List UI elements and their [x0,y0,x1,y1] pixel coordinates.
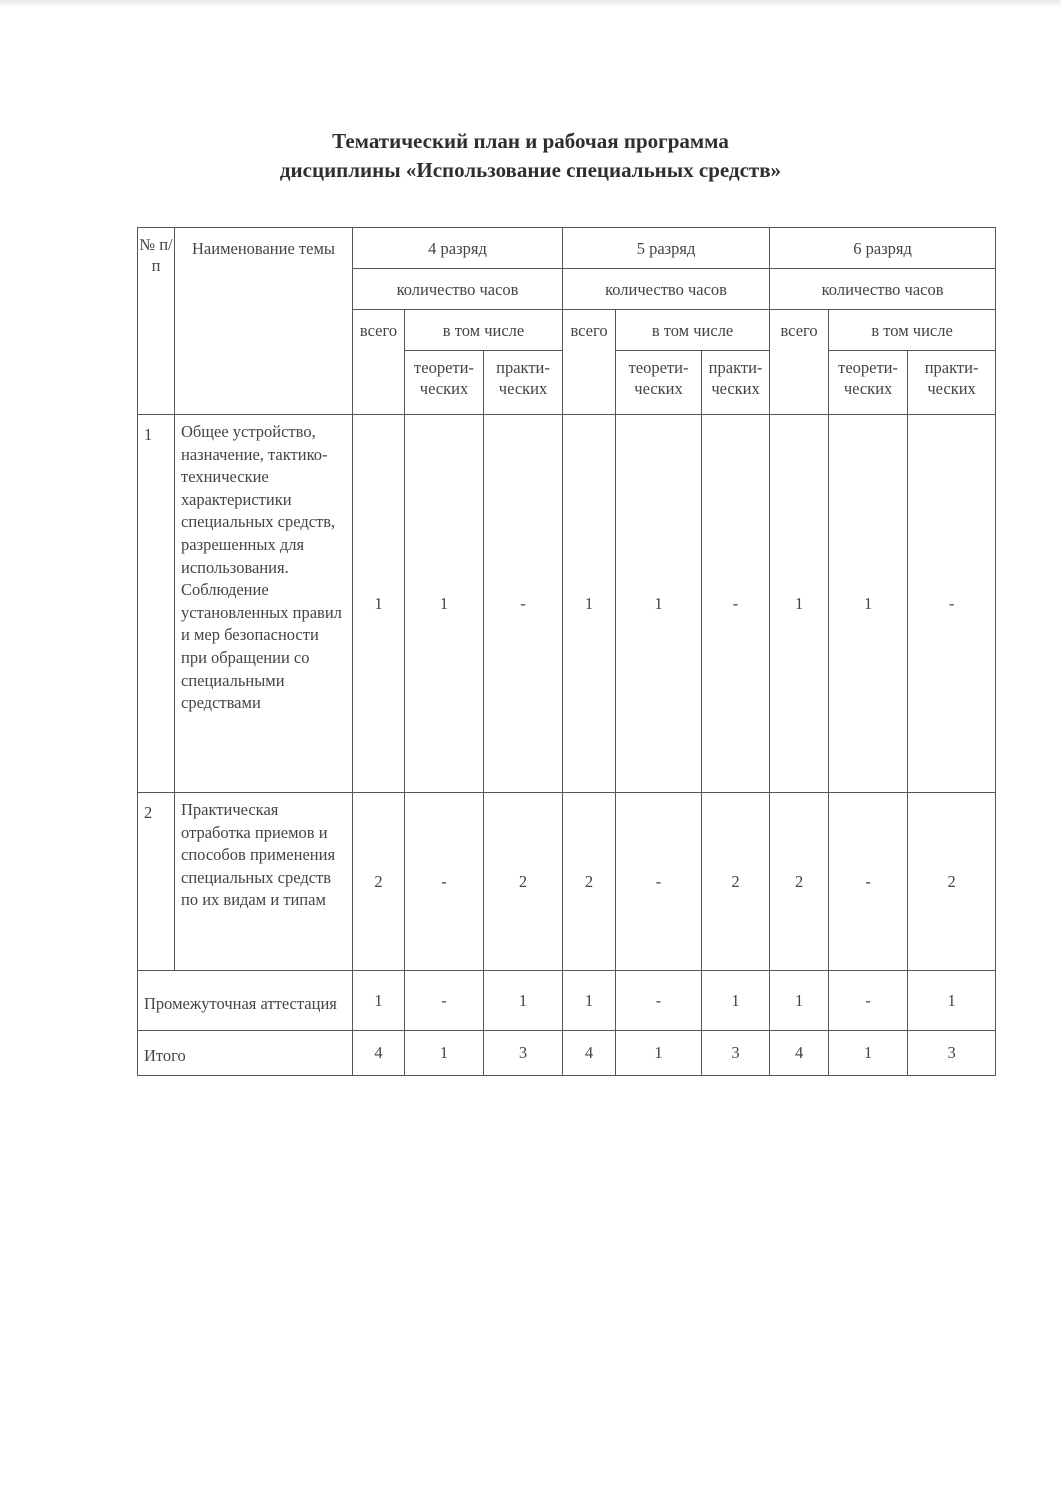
value-cell: 2 [770,793,829,971]
header-group-5: 5 разряд [563,228,770,269]
header-topic-name: Наименование темы [175,228,353,415]
header-hours: количество часов [353,269,563,310]
header-practice: практи-ческих [484,351,563,415]
value-cell: 1 [405,1031,484,1076]
row-label: Итого [138,1031,353,1076]
header-hours: количество часов [770,269,996,310]
value-cell: 1 [616,1031,702,1076]
value-cell: 2 [484,793,563,971]
header-including: в том числе [405,310,563,351]
table-row [138,415,996,793]
value-cell: 3 [484,1031,563,1076]
header-including: в том числе [616,310,770,351]
value-cell: 1 [770,971,829,1031]
topic-name: Практическая отработка приемов и способов применения специальных средств по их видам и типам [175,793,353,971]
value-cell: - [405,793,484,971]
value-cell: 1 [353,415,405,793]
header-theory: теорети-ческих [829,351,908,415]
header-total: всего [770,310,829,415]
value-cell: 2 [563,793,616,971]
row-num: 1 [138,415,175,793]
header-total: всего [563,310,616,415]
row-label: Промежуточная аттестация [138,971,353,1031]
value-cell: - [405,971,484,1031]
header-num: № п/п [138,228,175,415]
header-including: в том числе [829,310,996,351]
value-cell: 1 [563,415,616,793]
value-cell: 3 [908,1031,996,1076]
value-cell: - [908,415,996,793]
table-row [138,1031,996,1076]
value-cell: 4 [770,1031,829,1076]
value-cell: 2 [702,793,770,971]
table-row [138,971,996,1031]
value-cell: 1 [702,971,770,1031]
value-cell: 1 [484,971,563,1031]
title-line-2: дисциплины «Использование специальных средств» [279,158,782,182]
value-cell: 1 [405,415,484,793]
header-theory: теорети-ческих [405,351,484,415]
value-cell: 1 [353,971,405,1031]
row-num: 2 [138,793,175,971]
value-cell: - [702,415,770,793]
value-cell: 1 [829,415,908,793]
scan-edge [0,0,1061,8]
header-theory: теорети-ческих [616,351,702,415]
value-cell: 1 [829,1031,908,1076]
title-line-1: Тематический план и рабочая программа [332,129,729,153]
value-cell: 1 [563,971,616,1031]
value-cell: 3 [702,1031,770,1076]
header-group-4: 4 разряд [353,228,563,269]
header-group-6: 6 разряд [770,228,996,269]
document-title [0,127,1061,185]
header-practice: практи-ческих [908,351,996,415]
value-cell: - [829,971,908,1031]
value-cell: 4 [563,1031,616,1076]
value-cell: 2 [908,793,996,971]
header-hours: количество часов [563,269,770,310]
thematic-plan-table [137,227,996,1076]
value-cell: - [829,793,908,971]
value-cell: - [616,971,702,1031]
value-cell: 2 [353,793,405,971]
topic-name: Общее устройство, назначение, тактико-технические характеристики специальных средств, разрешенных для использования. Соблюдение установленных правил и мер безопасности при обращении со специальными средствами [175,415,353,793]
value-cell: 4 [353,1031,405,1076]
table-row [138,793,996,971]
value-cell: 1 [616,415,702,793]
header-total: всего [353,310,405,415]
value-cell: 1 [908,971,996,1031]
value-cell: 1 [770,415,829,793]
value-cell: - [484,415,563,793]
value-cell: - [616,793,702,971]
header-practice: практи-ческих [702,351,770,415]
